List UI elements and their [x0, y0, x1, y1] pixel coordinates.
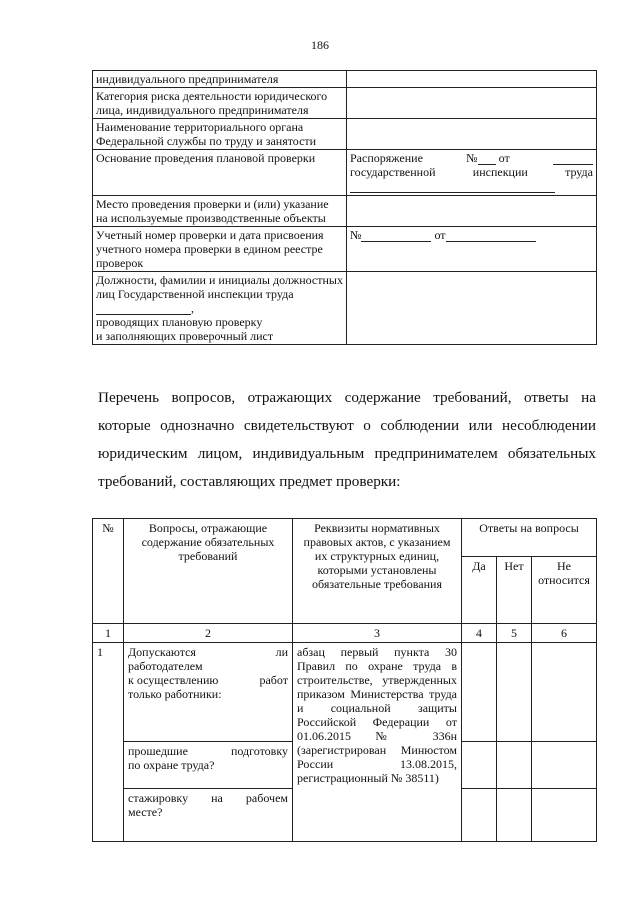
answer-no-cell[interactable]	[497, 742, 532, 789]
col-header-yes: Да	[462, 557, 497, 624]
col-header-no: Нет	[497, 557, 532, 624]
column-number-row	[93, 624, 597, 643]
col-number: 6	[532, 624, 597, 643]
basis-word-number: №	[466, 151, 478, 165]
inspection-info-table	[92, 70, 597, 345]
question-main: Допускаются ли работодателем к осуществлению работ только работники:	[124, 643, 293, 742]
registration-number-cell	[347, 227, 597, 272]
answer-yes-cell[interactable]	[462, 789, 497, 842]
table-row	[93, 71, 597, 88]
info-value	[347, 272, 597, 345]
col-header-questions: Вопросы, отражающие содержание обязательных требований	[124, 519, 293, 624]
info-value	[347, 71, 597, 88]
table-row	[93, 88, 597, 119]
answer-no-cell[interactable]	[497, 789, 532, 842]
row-number: 1	[93, 643, 124, 842]
col-number: 4	[462, 624, 497, 643]
col-number: 3	[293, 624, 462, 643]
info-value	[347, 88, 597, 119]
checklist-heading: Перечень вопросов, отражающих содержание требований, ответы на которые однозначно свидетельствуют о соблюдении или несоблюдении юридическим лицом, индивидуальным предпринимателем обязательных требований, составляющих предмет проверки:	[98, 389, 596, 490]
basis-word-order: Распоряжение	[350, 151, 423, 165]
col-header-requisites: Реквизиты нормативных правовых актов, с указанием их структурных единиц, которыми установлены обязательные требования	[293, 519, 462, 624]
info-value	[347, 119, 597, 150]
header-row	[93, 519, 597, 557]
basis-word-labor: труда	[565, 165, 593, 179]
table-row	[93, 150, 597, 196]
answer-no-cell[interactable]	[497, 643, 532, 742]
answer-na-cell[interactable]	[532, 643, 597, 742]
answer-na-cell[interactable]	[532, 742, 597, 789]
basis-word-from: от	[498, 151, 510, 165]
requisites-cell: абзац первый пункта 30 Правил по охране труда в строительстве, утвержденных приказом Министерства труда и социальной защиты Российской Федерации от 01.06.2015 № 336н (зарегистрирован Минюстом России 13.08.2015, регистрационный № 38511)	[293, 643, 462, 842]
info-label: Основание проведения плановой проверки	[93, 150, 347, 196]
col-header-num: №	[93, 519, 124, 624]
table-row	[93, 643, 597, 742]
col-header-answers: Ответы на вопросы	[462, 519, 597, 557]
info-label: индивидуального предпринимателя	[93, 71, 347, 88]
question-internship: стажировку на рабочем месте?	[124, 789, 293, 842]
info-value	[347, 196, 597, 227]
inspection-basis-cell	[347, 150, 597, 196]
reg-date-label: от	[434, 228, 446, 242]
question-training: прошедшие подготовку по охране труда?	[124, 742, 293, 789]
basis-word-state: государственной	[350, 165, 436, 179]
info-label: Место проведения проверки и (или) указание на используемые производственные объекты	[93, 196, 347, 227]
info-label-officials: Должности, фамилии и инициалы должностных лиц Государственной инспекции труда , проводящих плановую проверку и заполняющих проверочный лист	[93, 272, 347, 345]
basis-word-inspection: инспекции	[472, 165, 528, 179]
info-label: Наименование территориального органа Федеральной службы по труду и занятости	[93, 119, 347, 150]
info-label: Учетный номер проверки и дата присвоения учетного номера проверки в едином реестре проверок	[93, 227, 347, 272]
answer-na-cell[interactable]	[532, 789, 597, 842]
col-header-na: Не относится	[532, 557, 597, 624]
table-row	[93, 196, 597, 227]
col-number: 2	[124, 624, 293, 643]
info-label: Категория риска деятельности юридического лица, индивидуального предпринимателя	[93, 88, 347, 119]
answer-yes-cell[interactable]	[462, 742, 497, 789]
reg-number-sign: №	[350, 228, 362, 242]
table-row	[93, 227, 597, 272]
checklist-table	[92, 518, 597, 842]
col-number: 1	[93, 624, 124, 643]
table-row	[93, 119, 597, 150]
page-number: 186	[311, 38, 329, 52]
answer-yes-cell[interactable]	[462, 643, 497, 742]
table-row	[93, 272, 597, 345]
col-number: 5	[497, 624, 532, 643]
